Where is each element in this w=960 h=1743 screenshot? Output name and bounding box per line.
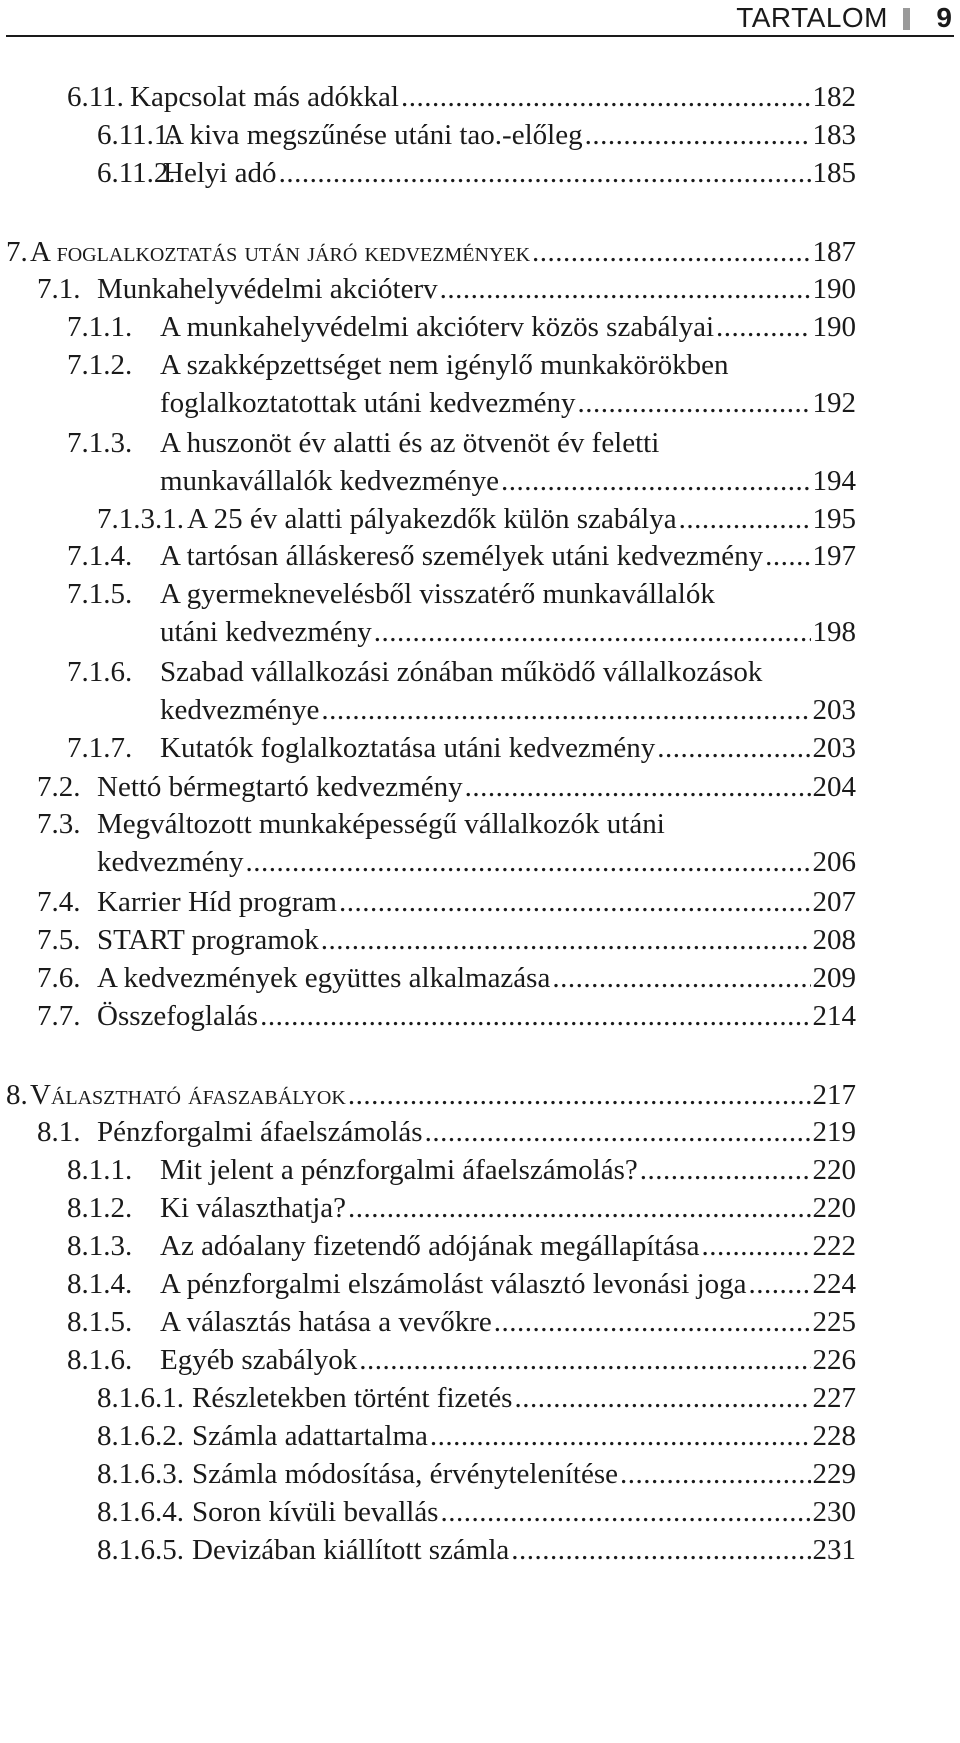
entry-title-continued: kedvezménye (160, 694, 320, 726)
chapter-title: Választható áfaszabályok (30, 1079, 346, 1111)
entry-number: 8.1.6.5. (97, 1534, 184, 1566)
entry-number: 8.1.4. (67, 1268, 133, 1300)
dot-leader (246, 842, 811, 882)
entry-number: 8.1. (37, 1116, 81, 1148)
entry-page-number: 227 (812, 1382, 856, 1414)
dot-leader (440, 269, 811, 309)
entry-title: Összefoglalás (97, 1000, 259, 1032)
dot-leader (430, 1416, 811, 1456)
entry-title: A gyermeknevelésből visszatérő munkavállalók (160, 578, 715, 610)
entry-page-number: 190 (812, 311, 856, 343)
dot-leader (552, 958, 810, 998)
entry-number: 8.1.2. (67, 1192, 133, 1224)
entry-page-number: 198 (812, 616, 856, 648)
dot-leader (279, 153, 811, 193)
entry-number: 7.3. (37, 808, 81, 840)
toc-line (67, 1340, 856, 1380)
entry-title: START programok (97, 924, 319, 956)
toc-line (67, 345, 856, 385)
dot-leader (348, 1075, 811, 1115)
entry-number: 7.1.6. (67, 656, 133, 688)
entry-page-number: 195 (812, 503, 856, 535)
toc-line (67, 1302, 856, 1342)
entry-page-number: 207 (812, 886, 856, 918)
entry-page-number: 206 (812, 846, 856, 878)
entry-title: Mit jelent a pénzforgalmi áfaelszámolás? (160, 1154, 638, 1186)
toc-line (37, 767, 856, 807)
toc-line (67, 1264, 856, 1304)
toc-line (67, 77, 856, 117)
entry-title: Számla adattartalma (192, 1420, 428, 1452)
entry-title: A kiva megszűnése utáni tao.-előleg (163, 119, 583, 151)
entry-number: 7.2. (37, 771, 81, 803)
entry-page-number: 222 (812, 1230, 856, 1262)
toc-line (97, 1492, 856, 1532)
entry-page-number: 230 (812, 1496, 856, 1528)
toc-line (67, 1226, 856, 1266)
header-title: TARTALOM (736, 2, 888, 33)
entry-page-number: 220 (812, 1154, 856, 1186)
entry-title: A munkahelyvédelmi akcióterv közös szabályai (160, 311, 715, 343)
entry-page-number: 220 (812, 1192, 856, 1224)
dot-leader (260, 996, 810, 1036)
entry-number: 7.1.5. (67, 578, 133, 610)
entry-page-number: 214 (812, 1000, 856, 1032)
header-separator (903, 8, 910, 30)
header-page-number: 9 (936, 2, 952, 33)
entry-title: Az adóalany fizetendő adójának megállapítása (160, 1230, 700, 1262)
entry-page-number: 225 (812, 1306, 856, 1338)
toc-line (67, 652, 856, 692)
entry-title: Egyéb szabályok (160, 1344, 358, 1376)
toc-line (37, 882, 856, 922)
entry-title-continued: munkavállalók kedvezménye (160, 465, 500, 497)
toc-line (67, 1150, 856, 1190)
chapter-title: A foglalkoztatás után járó kedvezmények (30, 236, 531, 268)
entry-title: Ki választhatja? (160, 1192, 346, 1224)
entry-title: Nettó bérmegtartó kedvezmény (97, 771, 463, 803)
dot-leader (585, 115, 811, 155)
toc-line (37, 920, 856, 960)
entry-title: Számla módosítása, érvénytelenítése (192, 1458, 618, 1490)
entry-number: 7.6. (37, 962, 81, 994)
entry-number: 7.1.1. (67, 311, 133, 343)
entry-page-number: 217 (812, 1079, 856, 1111)
dot-leader (440, 1492, 810, 1532)
entry-page-number: 228 (812, 1420, 856, 1452)
entry-number: 8.1.1. (67, 1154, 133, 1186)
entry-number: 7.4. (37, 886, 81, 918)
dot-leader (348, 1188, 811, 1228)
entry-page-number: 183 (812, 119, 856, 151)
entry-number: 7.1.4. (67, 540, 133, 572)
toc-line (37, 804, 856, 844)
toc-line (67, 728, 856, 768)
dot-leader (321, 690, 810, 730)
toc-line (97, 1454, 856, 1494)
toc-line (6, 1075, 856, 1115)
toc-line (37, 1112, 856, 1152)
toc-line (160, 461, 856, 501)
dot-leader (374, 612, 811, 652)
toc-line (97, 499, 856, 539)
entry-title-continued: utáni kedvezmény (160, 616, 372, 648)
entry-title: A tartósan álláskereső személyek utáni kedvezmény (160, 540, 764, 572)
entry-page-number: 182 (812, 81, 856, 113)
entry-page-number: 231 (812, 1534, 856, 1566)
toc-line (97, 1378, 856, 1418)
toc-line (160, 690, 856, 730)
entry-page-number: 219 (812, 1116, 856, 1148)
entry-title: Kutatók foglalkoztatása utáni kedvezmény (160, 732, 656, 764)
entry-title: Megváltozott munkaképességű vállalkozók utáni (97, 808, 665, 840)
toc-line (97, 115, 856, 155)
entry-number: 7. (6, 236, 28, 268)
entry-number: 7.1.7. (67, 732, 133, 764)
entry-page-number: 197 (812, 540, 856, 572)
entry-number: 6.11. (67, 81, 124, 113)
entry-page-number: 187 (812, 236, 856, 268)
entry-title: Kapcsolat más adókkal (130, 81, 399, 113)
entry-title: A pénzforgalmi elszámolást választó levonási joga (160, 1268, 747, 1300)
dot-leader (578, 383, 811, 423)
entry-page-number: 203 (812, 694, 856, 726)
dot-leader (339, 882, 811, 922)
entry-page-number: 224 (812, 1268, 856, 1300)
toc-line (67, 1188, 856, 1228)
entry-number: 8.1.6. (67, 1344, 133, 1376)
entry-number: 8.1.6.3. (97, 1458, 184, 1490)
running-header (6, 0, 954, 37)
dot-leader (401, 77, 811, 117)
entry-page-number: 226 (812, 1344, 856, 1376)
dot-leader (501, 461, 810, 501)
entry-title: Helyi adó (163, 157, 277, 189)
entry-title: A 25 év alatti pályakezdők külön szabálya (187, 503, 677, 535)
toc-line (97, 1416, 856, 1456)
dot-leader (321, 920, 811, 960)
entry-title: Karrier Híd program (97, 886, 337, 918)
dot-leader (716, 307, 810, 347)
entry-page-number: 208 (812, 924, 856, 956)
entry-page-number: 229 (812, 1458, 856, 1490)
toc-line (97, 1530, 856, 1570)
entry-page-number: 190 (812, 273, 856, 305)
entry-number: 8.1.3. (67, 1230, 133, 1262)
entry-title-continued: foglalkoztatottak utáni kedvezmény (160, 387, 576, 419)
dot-leader (465, 767, 811, 807)
entry-page-number: 209 (812, 962, 856, 994)
entry-number: 7.1.3.1. (97, 503, 184, 535)
dot-leader (511, 1530, 810, 1570)
toc-line (97, 842, 856, 882)
toc-line (97, 153, 856, 193)
toc-line (6, 232, 856, 272)
entry-number: 7.5. (37, 924, 81, 956)
entry-page-number: 192 (812, 387, 856, 419)
entry-number: 6.11.1. (97, 119, 176, 151)
entry-number: 6.11.2. (97, 157, 176, 189)
entry-number: 8.1.6.4. (97, 1496, 184, 1528)
toc-line (160, 383, 856, 423)
toc-line (37, 269, 856, 309)
entry-title: Részletekben történt fizetés (192, 1382, 513, 1414)
dot-leader (701, 1226, 810, 1266)
toc-line (67, 536, 856, 576)
entry-title: Devizában kiállított számla (192, 1534, 510, 1566)
dot-leader (620, 1454, 811, 1494)
toc-line (37, 996, 856, 1036)
entry-title-continued: kedvezmény (97, 846, 244, 878)
entry-number: 7.1.3. (67, 427, 133, 459)
entry-title: Munkahelyvédelmi akcióterv (97, 273, 438, 305)
toc-line (67, 574, 856, 614)
toc-line (160, 612, 856, 652)
entry-number: 7.7. (37, 1000, 81, 1032)
dot-leader (765, 536, 810, 576)
toc-line (67, 423, 856, 463)
dot-leader (679, 499, 811, 539)
entry-page-number: 203 (812, 732, 856, 764)
entry-page-number: 194 (812, 465, 856, 497)
entry-number: 7.1. (37, 273, 81, 305)
entry-number: 8. (6, 1079, 28, 1111)
entry-title: A választás hatása a vevőkre (160, 1306, 492, 1338)
entry-number: 8.1.6.2. (97, 1420, 184, 1452)
dot-leader (425, 1112, 811, 1152)
entry-page-number: 185 (812, 157, 856, 189)
entry-title: Pénzforgalmi áfaelszámolás (97, 1116, 423, 1148)
dot-leader (494, 1302, 811, 1342)
toc-line (37, 958, 856, 998)
toc-line (67, 307, 856, 347)
entry-number: 8.1.5. (67, 1306, 133, 1338)
entry-title: A huszonöt év alatti és az ötvenöt év feletti (160, 427, 660, 459)
entry-title: Szabad vállalkozási zónában működő vállalkozások (160, 656, 763, 688)
entry-title: A kedvezmények együttes alkalmazása (97, 962, 551, 994)
entry-title: Soron kívüli bevallás (192, 1496, 439, 1528)
dot-leader (749, 1264, 811, 1304)
entry-page-number: 204 (812, 771, 856, 803)
dot-leader (514, 1378, 810, 1418)
dot-leader (359, 1340, 810, 1380)
entry-title: A szakképzettséget nem igénylő munkakörökben (160, 349, 729, 381)
dot-leader (640, 1150, 811, 1190)
dot-leader (532, 232, 810, 272)
dot-leader (657, 728, 810, 768)
entry-number: 7.1.2. (67, 349, 133, 381)
entry-number: 8.1.6.1. (97, 1382, 184, 1414)
